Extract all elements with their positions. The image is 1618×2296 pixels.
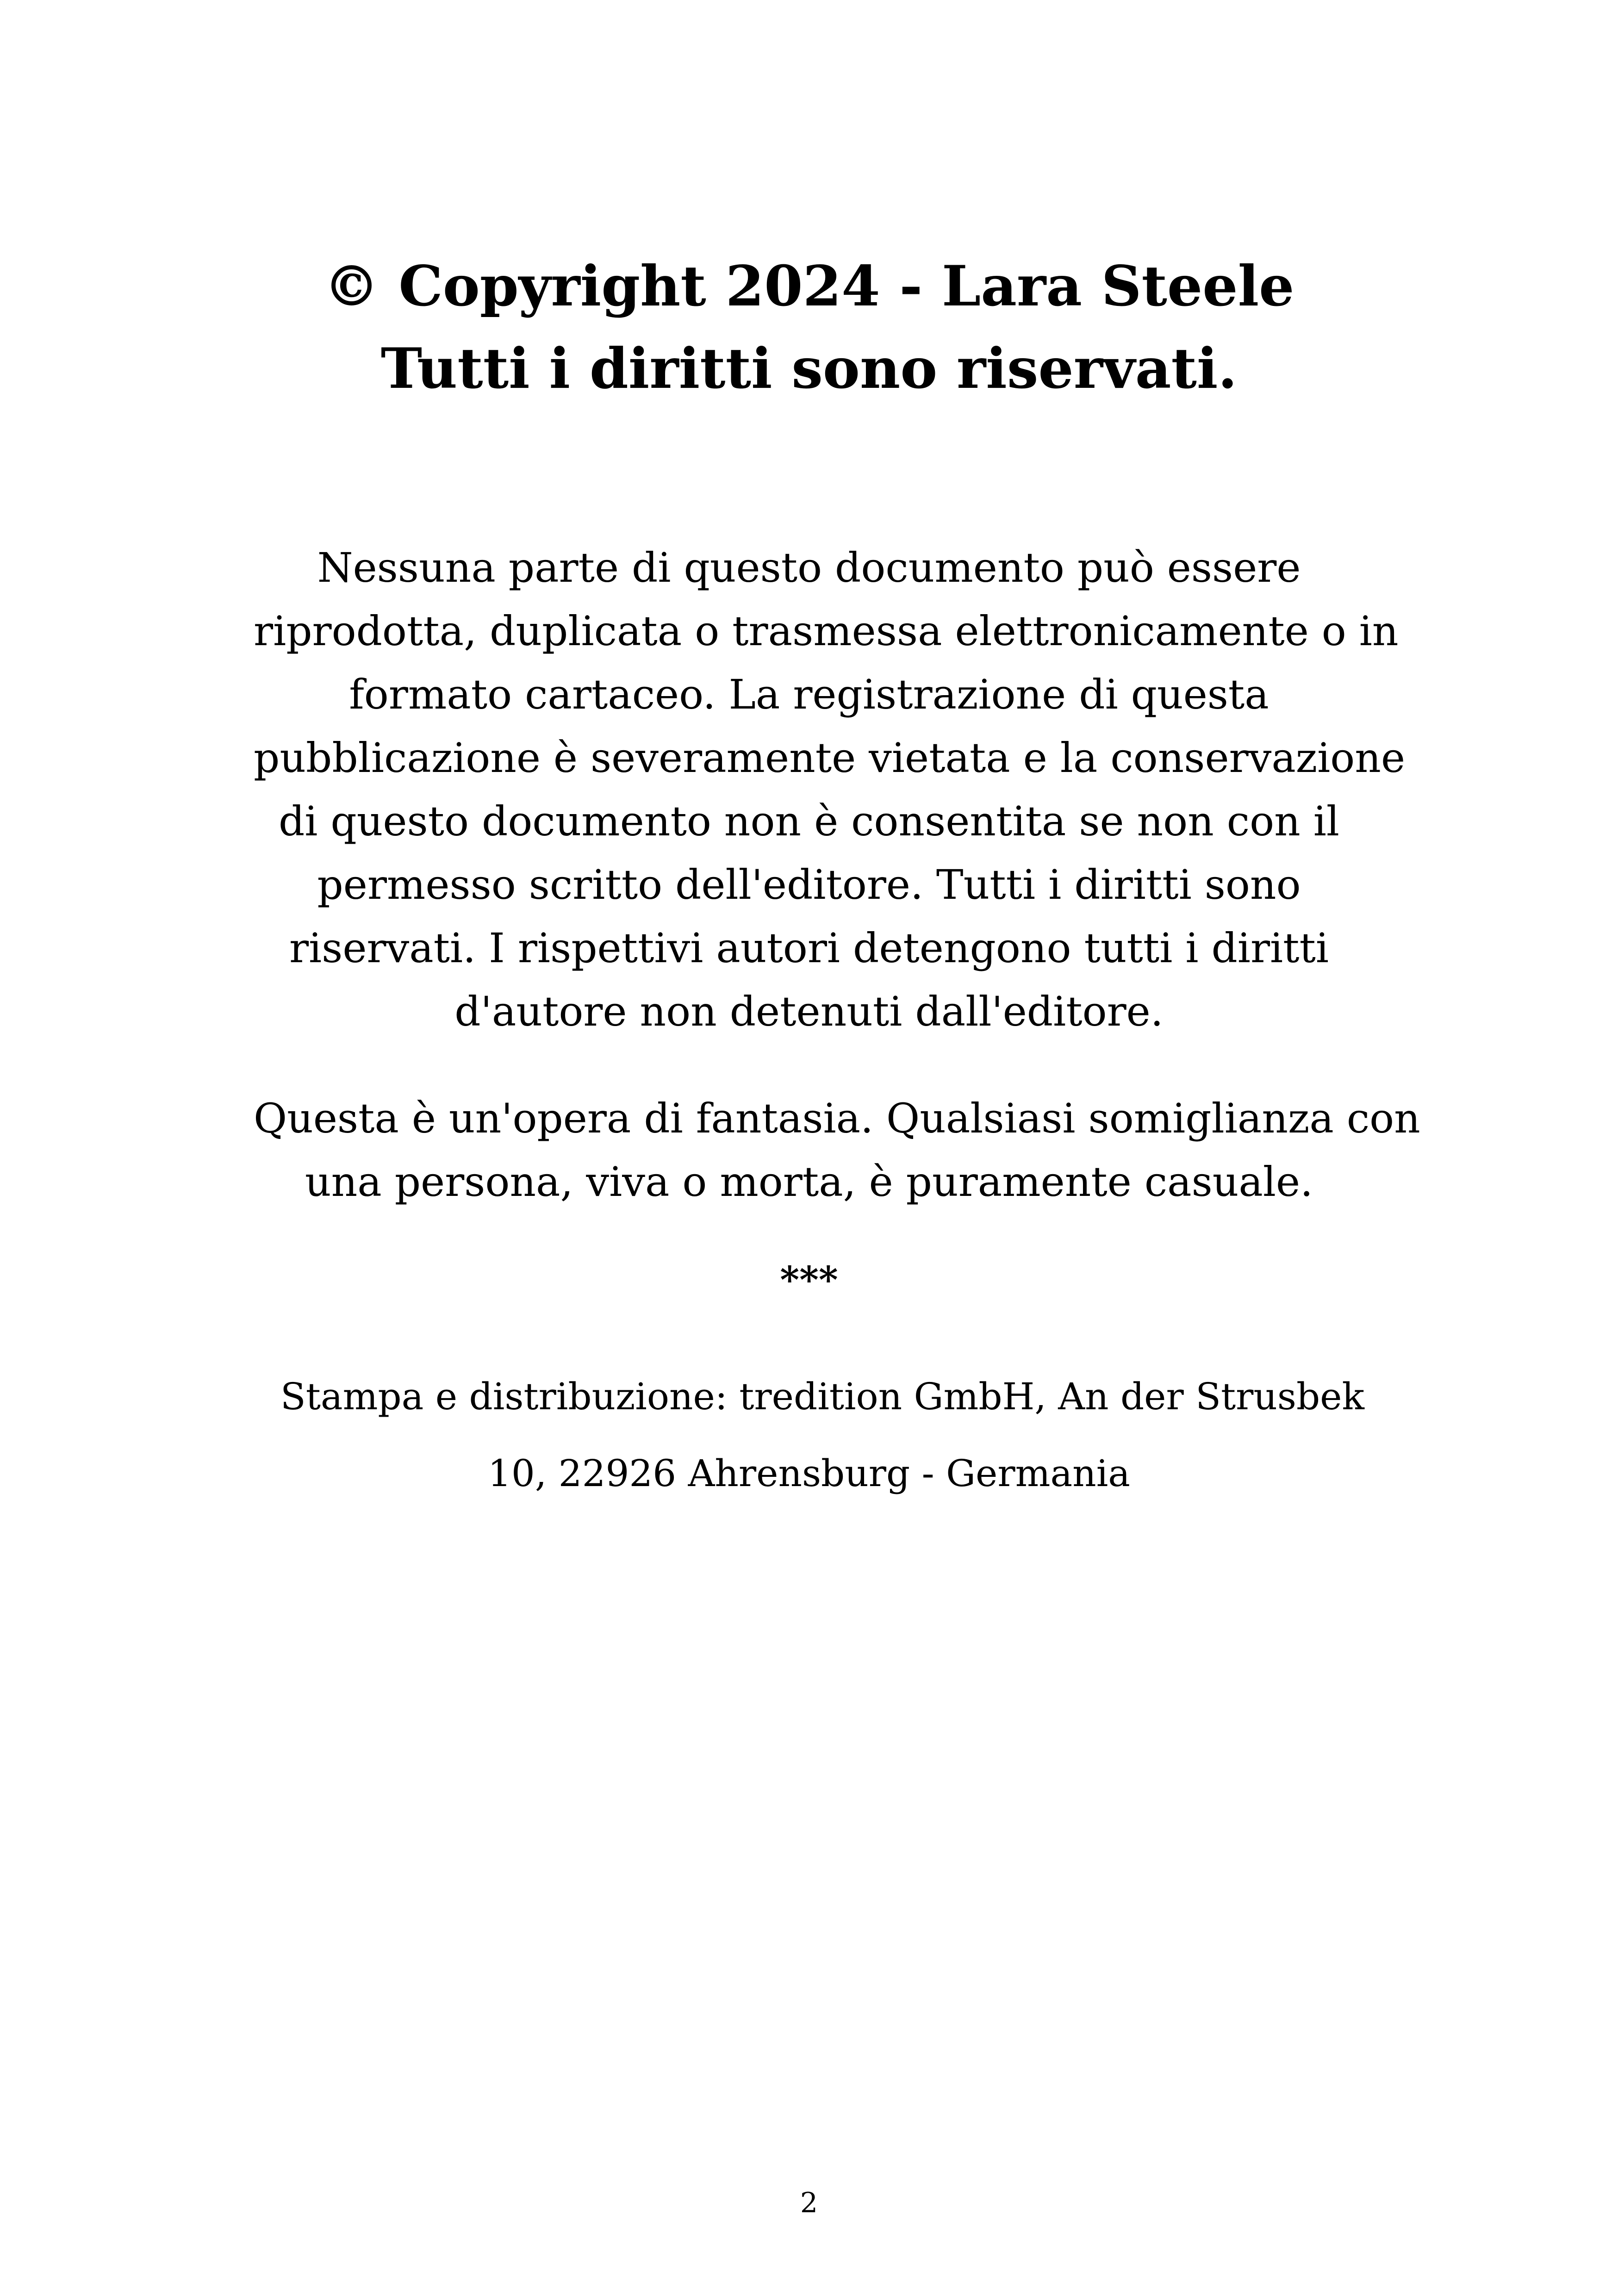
notice-line: riservati. I rispettivi autori detengono tutti i diritti — [289, 924, 1329, 972]
disclaimer-line: una persona, viva o morta, è puramente casuale. — [305, 1158, 1313, 1206]
printer-address-line: 10, 22926 Ahrensburg - Germania — [488, 1452, 1130, 1495]
disclaimer-line: Questa è un'opera di fantasia. Qualsiasi somiglianza con — [254, 1095, 1420, 1142]
notice-line: riprodotta, duplicata o trasmessa elettronicamente o in — [254, 607, 1399, 655]
copyright-title — [0, 245, 1618, 410]
notice-line: di questo documento non è consentita se non con il — [278, 797, 1340, 845]
printer-line: Stampa e distribuzione: tredition GmbH, An der Strusbek — [280, 1375, 1364, 1418]
section-separator: *** — [780, 1258, 838, 1301]
rights-reserved-title-line: Tutti i diritti sono riservati. — [380, 336, 1238, 401]
copyright-notice-paragraph — [254, 536, 1406, 1043]
copyright-title-line: © Copyright 2024 - Lara Steele — [324, 254, 1294, 319]
page-number: 2 — [800, 2187, 818, 2219]
notice-line: pubblicazione è severamente vietata e la conservazione — [254, 734, 1406, 782]
fiction-disclaimer-paragraph — [254, 1087, 1420, 1213]
notice-line: permesso scritto dell'editore. Tutti i diritti sono — [317, 861, 1301, 908]
notice-line: d'autore non detenuti dall'editore. — [454, 988, 1164, 1035]
notice-line: formato cartaceo. La registrazione di questa — [349, 671, 1269, 718]
notice-line: Nessuna parte di questo documento può essere — [317, 544, 1301, 591]
printer-info-paragraph — [254, 1358, 1364, 1512]
